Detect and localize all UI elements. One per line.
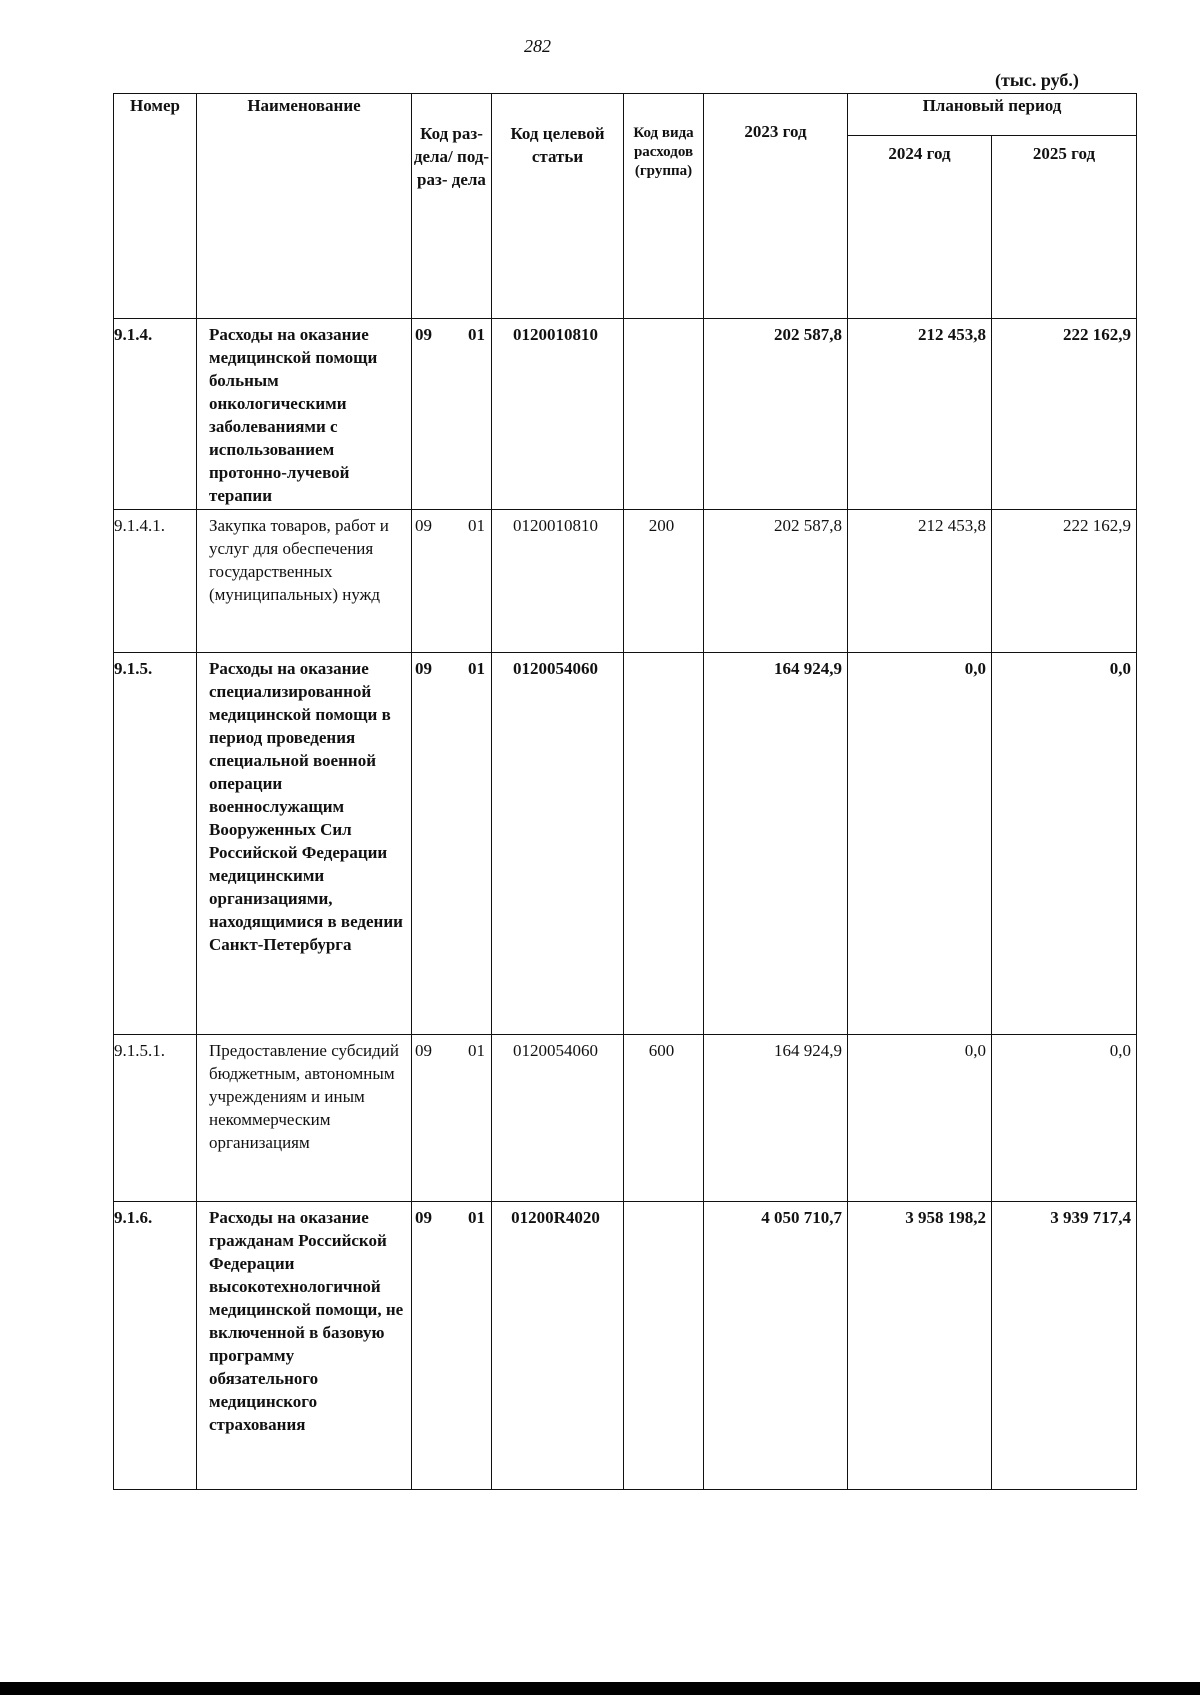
header-2025: 2025 год <box>992 136 1137 319</box>
table-body <box>114 319 1137 1490</box>
row-name: Расходы на оказание специализированной медицинской помощи в период проведения специальной военной операции военнослужащим Вооруженных Сил Российской Федерации медицинскими организациями, находящимися в ведении Санкт-Петербурга <box>197 653 412 1035</box>
row-target-code: 0120010810 <box>492 319 624 510</box>
row-expense-type <box>624 319 704 510</box>
row-name: Расходы на оказание медицинской помощи больным онкологическими заболеваниями с использованием протонно-лучевой терапии <box>197 319 412 510</box>
row-number: 9.1.4.1. <box>114 510 197 653</box>
header-expense-type: Код вида расходов (группа) <box>624 94 704 319</box>
row-value-2023: 4 050 710,7 <box>704 1202 848 1490</box>
row-name: Расходы на оказание гражданам Российской Федерации высокотехнологичной медицинской помощи, не включенной в базовую программу обязательного медицинского страхования <box>197 1202 412 1490</box>
table-row <box>114 510 1137 653</box>
row-value-2024: 0,0 <box>848 653 992 1035</box>
row-expense-type: 600 <box>624 1035 704 1202</box>
row-value-2024: 0,0 <box>848 1035 992 1202</box>
row-subsection: 01 <box>468 1208 485 1227</box>
row-number: 9.1.5. <box>114 653 197 1035</box>
row-expense-type: 200 <box>624 510 704 653</box>
header-2023: 2023 год <box>704 94 848 319</box>
row-section-code <box>412 510 492 653</box>
header-2024: 2024 год <box>848 136 992 319</box>
row-section: 09 <box>415 1041 432 1060</box>
row-value-2025: 3 939 717,4 <box>992 1202 1137 1490</box>
header-name: Наименование <box>197 94 412 319</box>
units-label: (тыс. руб.) <box>995 70 1079 90</box>
row-value-2025: 0,0 <box>992 1035 1137 1202</box>
row-value-2024: 212 453,8 <box>848 510 992 653</box>
row-value-2023: 202 587,8 <box>704 319 848 510</box>
row-value-2025: 0,0 <box>992 653 1137 1035</box>
row-section: 09 <box>415 1208 432 1227</box>
row-value-2023: 202 587,8 <box>704 510 848 653</box>
row-number: 9.1.6. <box>114 1202 197 1490</box>
table-row <box>114 319 1137 510</box>
row-target-code: 01200R4020 <box>492 1202 624 1490</box>
row-expense-type <box>624 1202 704 1490</box>
page-number: 282 <box>524 36 551 56</box>
budget-table <box>113 93 1137 1490</box>
header-section-code: Код раз- дела/ под- раз- дела <box>412 94 492 319</box>
row-target-code: 0120054060 <box>492 653 624 1035</box>
table-row <box>114 1035 1137 1202</box>
row-section-code <box>412 653 492 1035</box>
row-value-2025: 222 162,9 <box>992 319 1137 510</box>
row-target-code: 0120054060 <box>492 1035 624 1202</box>
row-target-code: 0120010810 <box>492 510 624 653</box>
row-section: 09 <box>415 516 432 535</box>
row-subsection: 01 <box>468 659 485 678</box>
row-value-2023: 164 924,9 <box>704 1035 848 1202</box>
row-value-2024: 3 958 198,2 <box>848 1202 992 1490</box>
header-number: Номер <box>114 94 197 319</box>
row-subsection: 01 <box>468 516 485 535</box>
row-number: 9.1.4. <box>114 319 197 510</box>
row-number: 9.1.5.1. <box>114 1035 197 1202</box>
row-expense-type <box>624 653 704 1035</box>
row-name: Закупка товаров, работ и услуг для обеспечения государственных (муниципальных) нужд <box>197 510 412 653</box>
row-section: 09 <box>415 659 432 678</box>
header-planning-period: Плановый период <box>848 94 1137 136</box>
row-section-code <box>412 319 492 510</box>
row-value-2024: 212 453,8 <box>848 319 992 510</box>
row-value-2025: 222 162,9 <box>992 510 1137 653</box>
row-subsection: 01 <box>468 325 485 344</box>
scan-edge <box>0 1682 1200 1695</box>
table-row <box>114 1202 1137 1490</box>
row-section: 09 <box>415 325 432 344</box>
header-target-code: Код целевой статьи <box>492 94 624 319</box>
row-section-code <box>412 1202 492 1490</box>
row-section-code <box>412 1035 492 1202</box>
table-row <box>114 653 1137 1035</box>
row-name: Предоставление субсидий бюджетным, автономным учреждениям и иным некоммерческим организациям <box>197 1035 412 1202</box>
row-value-2023: 164 924,9 <box>704 653 848 1035</box>
row-subsection: 01 <box>468 1041 485 1060</box>
